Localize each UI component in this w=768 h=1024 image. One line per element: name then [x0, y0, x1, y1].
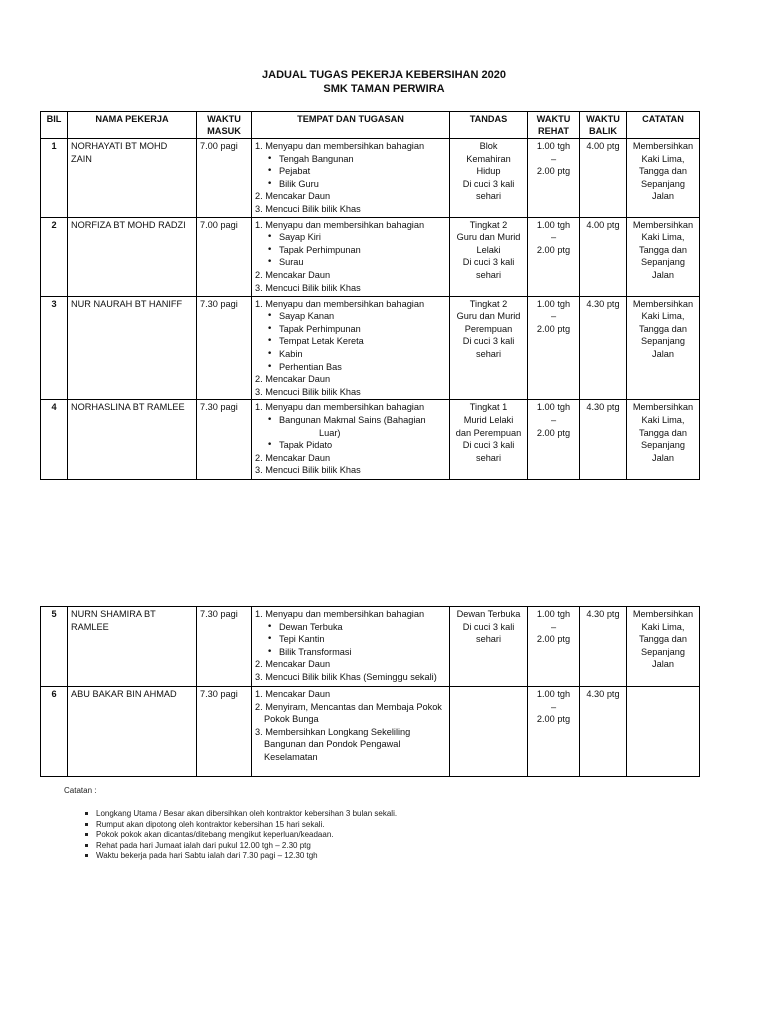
task-bullet-item: • Tapak Perhimpunan — [255, 244, 446, 257]
cell-tandas — [450, 687, 528, 777]
cell-tugasan — [252, 400, 450, 480]
cell-bil: 3 — [41, 296, 68, 400]
cell-waktu-rehat: 1.00 tgh – 2.00 ptg — [528, 296, 580, 400]
cell-waktu-balik: 4.00 ptg — [580, 217, 627, 296]
cell-tandas: Tingkat 2 Guru dan Murid Lelaki Di cuci 3 kali sehari — [450, 217, 528, 296]
cell-tandas: Tingkat 1 Murid Lelaki dan Perempuan Di cuci 3 kali sehari — [450, 400, 528, 480]
task-bullet-item: • Bangunan Makmal Sains (Bahagian — [255, 414, 446, 427]
task-line: 2. Mencakar Daun — [255, 452, 331, 463]
cell-bil: 1 — [41, 139, 68, 218]
cell-waktu-balik: 4.30 ptg — [580, 607, 627, 687]
school-name: SMK TAMAN PERWIRA — [323, 83, 445, 95]
task-bullet-item: • Pejabat — [255, 165, 446, 178]
table-row — [41, 687, 700, 777]
header-bil: BIL — [41, 112, 68, 139]
table-row — [41, 217, 700, 296]
task-line: 2. Mencakar Daun — [255, 191, 331, 202]
cell-tugasan — [252, 607, 450, 687]
task-line: 2. Mencakar Daun — [255, 269, 331, 280]
cell-tandas: Tingkat 2 Guru dan Murid Perempuan Di cuci 3 kali sehari — [450, 296, 528, 400]
task-line: 3. Mencuci Bilik bilik Khas — [255, 386, 361, 397]
notes-heading: Catatan : — [64, 786, 97, 795]
cell-waktu-masuk: 7.30 pagi — [197, 687, 252, 777]
document-title: JADUAL TUGAS PEKERJA KEBERSIHAN 2020 — [262, 69, 506, 81]
cell-bil: 5 — [41, 607, 68, 687]
task-bullet-item: • Dewan Terbuka — [255, 621, 446, 634]
cell-catatan: Membersihkan Kaki Lima, Tangga dan Sepanjang Jalan — [627, 139, 700, 218]
task-bullet-item: • Bilik Transformasi — [255, 646, 446, 659]
schedule-table — [40, 111, 700, 480]
cell-nama-pekerja: NORFIZA BT MOHD RADZI — [68, 217, 197, 296]
notes-list — [64, 809, 397, 862]
task-bullet-item: • Tapak Pidato — [255, 439, 446, 452]
header-tempat: TEMPAT DAN TUGASAN — [252, 112, 450, 139]
task-bullet-item: • Sayap Kiri — [255, 231, 446, 244]
cell-waktu-masuk: 7.00 pagi — [197, 139, 252, 218]
task-bullet-item: • Perhentian Bas — [255, 361, 446, 374]
task-bullet-item: • Tepi Kantin — [255, 633, 446, 646]
header-waktu-masuk: WAKTU MASUK — [197, 112, 252, 139]
cell-catatan: Membersihkan Kaki Lima, Tangga dan Sepanjang Jalan — [627, 296, 700, 400]
cell-nama-pekerja: NORHASLINA BT RAMLEE — [68, 400, 197, 480]
task-line: 1. Mencakar Daun — [255, 689, 331, 699]
cell-waktu-masuk: 7.30 pagi — [197, 400, 252, 480]
notes-section — [64, 786, 397, 862]
note-item: Rehat pada hari Jumaat ialah dari pukul 12.00 tgh – 2.30 ptg — [64, 841, 397, 852]
task-bullet-item: • Tengah Bangunan — [255, 153, 446, 166]
table-row — [41, 607, 700, 687]
cell-tugasan — [252, 687, 450, 777]
task-bullet-item: • Tempat Letak Kereta — [255, 335, 446, 348]
note-item: Waktu bekerja pada hari Sabtu ialah dari 7.30 pagi – 12.30 tgh — [64, 851, 397, 862]
task-line: 1. Menyapu dan membersihkan bahagian — [255, 298, 425, 309]
task-bullet-item: • Kabin — [255, 348, 446, 361]
task-line: 3. Mencuci Bilik bilik Khas — [255, 282, 361, 293]
note-item: Longkang Utama / Besar akan dibersihkan oleh kontraktor kebersihan 3 bulan sekali. — [64, 809, 397, 820]
cell-tugasan — [252, 296, 450, 400]
table-row — [41, 400, 700, 480]
cell-waktu-rehat: 1.00 tgh – 2.00 ptg — [528, 687, 580, 777]
task-line: 2. Menyiram, Mencantas dan Membaja Pokok Pokok Bunga — [255, 701, 442, 725]
schedule-table-continued — [40, 606, 700, 777]
table-row — [41, 139, 700, 218]
cell-waktu-balik: 4.30 ptg — [580, 400, 627, 480]
table-header-row — [41, 112, 700, 139]
task-line: 1. Menyapu dan membersihkan bahagian — [255, 219, 425, 230]
table-row — [41, 296, 700, 400]
note-item: Pokok pokok akan dicantas/ditebang mengikut keperluan/keadaan. — [64, 830, 397, 841]
task-bullet-item: • Bilik Guru — [255, 178, 446, 191]
header-nama: NAMA PEKERJA — [68, 112, 197, 139]
task-bullet-continuation: Luar) — [319, 427, 341, 438]
cell-waktu-rehat: 1.00 tgh – 2.00 ptg — [528, 400, 580, 480]
cell-waktu-masuk: 7.30 pagi — [197, 607, 252, 687]
header-catatan: CATATAN — [627, 112, 700, 139]
task-line: 3. Mencuci Bilik bilik Khas (Seminggu sekali) — [255, 671, 437, 682]
cell-waktu-balik: 4.00 ptg — [580, 139, 627, 218]
cell-nama-pekerja: ABU BAKAR BIN AHMAD — [68, 687, 197, 777]
task-bullet-item: • Tapak Perhimpunan — [255, 323, 446, 336]
header-waktu-balik: WAKTU BALIK — [580, 112, 627, 139]
cell-bil: 4 — [41, 400, 68, 480]
cell-tugasan — [252, 139, 450, 218]
task-line: 2. Mencakar Daun — [255, 659, 331, 670]
task-line: 1. Menyapu dan membersihkan bahagian — [255, 609, 425, 619]
cell-waktu-balik: 4.30 ptg — [580, 296, 627, 400]
cell-catatan: Membersihkan Kaki Lima, Tangga dan Sepanjang Jalan — [627, 217, 700, 296]
cell-bil: 2 — [41, 217, 68, 296]
cell-tugasan — [252, 217, 450, 296]
note-item: Rumput akan dipotong oleh kontraktor kebersihan 15 hari sekali. — [64, 820, 397, 831]
task-line: 1. Menyapu dan membersihkan bahagian — [255, 402, 425, 413]
cell-catatan — [627, 687, 700, 777]
cell-bil: 6 — [41, 687, 68, 777]
task-line: 1. Menyapu dan membersihkan bahagian — [255, 141, 425, 151]
header-tandas: TANDAS — [450, 112, 528, 139]
cell-waktu-masuk: 7.30 pagi — [197, 296, 252, 400]
task-bullet-item: • Surau — [255, 256, 446, 269]
cell-waktu-balik: 4.30 ptg — [580, 687, 627, 777]
cell-tandas: Blok Kemahiran Hidup Di cuci 3 kali sehari — [450, 139, 528, 218]
header-waktu-rehat: WAKTU REHAT — [528, 112, 580, 139]
cell-waktu-masuk: 7.00 pagi — [197, 217, 252, 296]
cell-tandas: Dewan Terbuka Di cuci 3 kali sehari — [450, 607, 528, 687]
cell-waktu-rehat: 1.00 tgh – 2.00 ptg — [528, 217, 580, 296]
cell-catatan: Membersihkan Kaki Lima, Tangga dan Sepanjang Jalan — [627, 607, 700, 687]
task-line: 3. Mencuci Bilik bilik Khas — [255, 465, 361, 476]
cell-waktu-rehat: 1.00 tgh – 2.00 ptg — [528, 139, 580, 218]
cell-nama-pekerja: NURN SHAMIRA BT RAMLEE — [68, 607, 197, 687]
task-bullet-item: • Sayap Kanan — [255, 310, 446, 323]
task-line: 3. Membersihkan Longkang Sekeliling Bangunan dan Pondok Pengawal Keselamatan — [255, 726, 411, 762]
cell-nama-pekerja: NUR NAURAH BT HANIFF — [68, 296, 197, 400]
cell-nama-pekerja: NORHAYATI BT MOHD ZAIN — [68, 139, 197, 218]
task-line: 3. Mencuci Bilik bilik Khas — [255, 203, 361, 214]
task-line: 2. Mencakar Daun — [255, 374, 331, 385]
cell-waktu-rehat: 1.00 tgh – 2.00 ptg — [528, 607, 580, 687]
cell-catatan: Membersihkan Kaki Lima, Tangga dan Sepanjang Jalan — [627, 400, 700, 480]
